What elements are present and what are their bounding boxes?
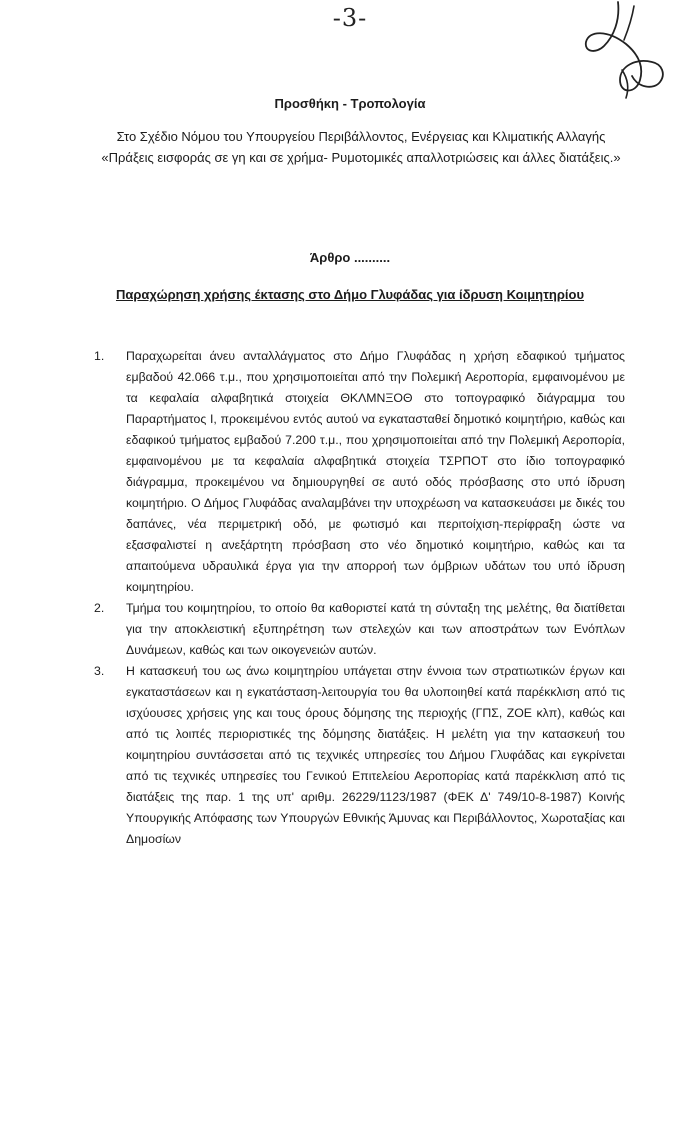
paragraph-number: 3. (94, 664, 105, 678)
paragraph-number: 2. (94, 601, 105, 615)
paragraph-number: 1. (94, 349, 105, 363)
paragraph-1 (94, 346, 625, 598)
document-title: Προσθήκη - Τροπολογία (274, 96, 426, 111)
article-heading (0, 287, 700, 302)
paragraph-text: Η κατασκευή του ως άνω κοιμητηρίου υπάγεται στην έννοια των στρατιωτικών έργων και εγκαταστάσεων και η εγκατάσταση-λειτουργία του θα υλοποιηθεί κατά παρέκκλιση από τις ισχύουσες χρήσεις γης και τους όρους δόμησης της περιοχής (ΓΠΣ, ΖΟΕ κλπ), καθώς και από τις λοιπές περιοριστικές της δόμησης διατάξεις. Η μελέτη για την κατασκευή του κοιμητηρίου συντάσσεται από τις τεχνικές υπηρεσίες του Δήμου Γλυφάδας και εγκρίνεται από τις τεχνικές υπηρεσίες του Γενικού Επιτελείου Αεροπορίας κατά παρέκκλιση από τις διατάξεις της παρ. 1 της υπ' αριθμ. 26229/1123/1987 (ΦΕΚ Δ' 749/10-8-1987) Κοινής Υπουργικής Απόφασης των Υπουργών Εθνικής Άμυνας και Περιβάλλοντος, Χωροταξίας και Δημοσίων (126, 664, 625, 846)
paragraph-3 (94, 661, 625, 850)
document-subtitle: Στο Σχέδιο Νόμου του Υπουργείου Περιβάλλοντος, Ενέργειας και Κλιματικής Αλλαγής «Πράξεις εισφοράς σε γη και σε χρήμα- Ρυμοτομικές απαλλοτριώσεις και άλλες διατάξεις.» (101, 129, 621, 165)
page-number: -3- (332, 4, 368, 32)
paragraph-2 (94, 598, 625, 661)
paragraph-text: Τμήμα του κοιμητηρίου, το οποίο θα καθοριστεί κατά τη σύνταξη της μελέτης, θα διατίθεται για την αποκλειστική εξυπηρέτηση των στελεχών και των αποστράτων των Ενόπλων Δυνάμεων, καθώς και των οικογενειών αυτών. (126, 601, 625, 657)
paragraph-list (94, 346, 625, 850)
article-heading-text: Παραχώρηση χρήσης έκτασης στο Δήμο Γλυφάδας για ίδρυση Κοιμητηρίου (115, 287, 585, 302)
handwritten-signature (574, 0, 670, 100)
paragraph-text: Παραχωρείται άνευ ανταλλάγματος στο Δήμο Γλυφάδας η χρήση εδαφικού τμήματος εμβαδού 42.066 τ.μ., που χρησιμοποιείται από την Πολεμική Αεροπορία, εμφαινομένου με τα κεφαλαία αλφαβητικά στοιχεία ΘΚΛΜΝΞΟΘ στο τοπογραφικό διάγραμμα του Παραρτήματος Ι, προκειμένου εντός αυτού να εγκατασταθεί δημοτικό κοιμητήριο, καθώς και εδαφικού τμήματος εμβαδού 7.200 τ.μ., που χρησιμοποιείται από την Πολεμική Αεροπορία, εμφαινομένου με τα κεφαλαία αλφαβητικά στοιχεία ΤΣΡΠΟΤ στο ίδιο τοπογραφικό διάγραμμα, προκειμένου να δημιουργηθεί σε αυτό οδός πρόσβασης στο υπό ίδρυση κοιμητήριο. Ο Δήμος Γλυφάδας αναλαμβάνει την υποχρέωση να κατασκευάσει με δικές του δαπάνες, νέα περιμετρική οδό, με φωτισμό και περιτοίχιση-περίφραξη ώστε να εξασφαλιστεί η ανεξάρτητη πρόσβαση στο νέο δημοτικό κοιμητήριο, καθώς και τα απαιτούμενα υδραυλικά έργα για την απορροή των όμβριων υδάτων του υπό ίδρυση κοιμητηρίου. (126, 349, 625, 594)
article-label: Άρθρο .......... (309, 250, 391, 265)
